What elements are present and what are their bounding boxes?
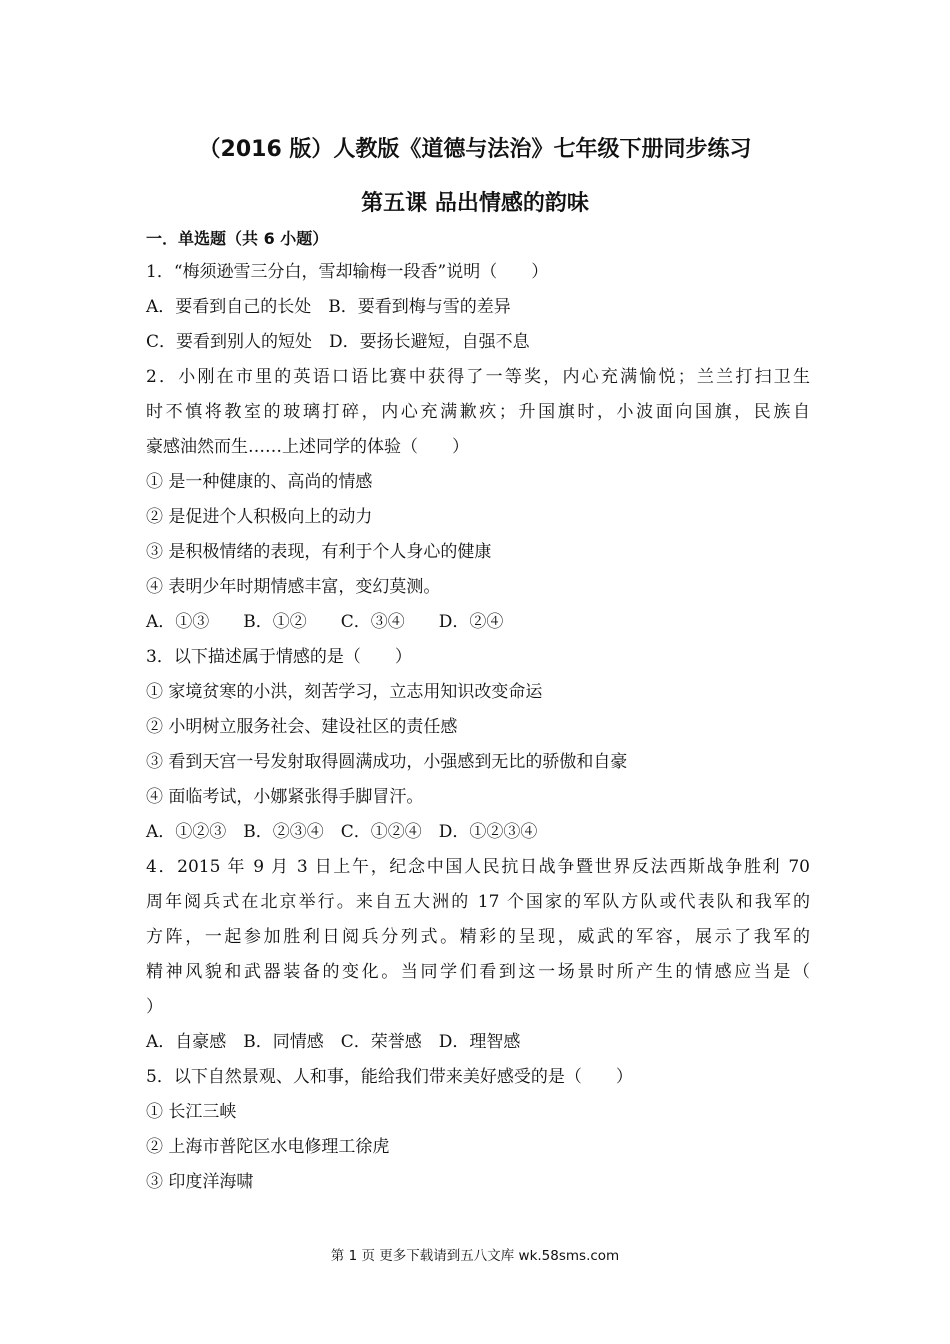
question-2-statement: ③ 是积极情绪的表现，有利于个人身心的健康 xyxy=(146,542,492,562)
question-3-statement: ① 家境贫寒的小洪，刻苦学习，立志用知识改变命运 xyxy=(146,682,543,702)
question-2-statement: ④ 表明少年时期情感丰富，变幻莫测。 xyxy=(146,577,441,597)
question-5-statement: ② 上海市普陀区水电修理工徐虎 xyxy=(146,1137,390,1157)
document-title: （2016 版）人教版《道德与法治》七年级下册同步练习 xyxy=(198,137,752,162)
question-2-stem-line: 豪感油然而生……上述同学的体验（ ） xyxy=(146,437,469,457)
question-4-stem-line: 周年阅兵式在北京举行。来自五大洲的 17 个国家的军队方队或代表队和我军的 xyxy=(146,892,810,912)
question-3-statement: ② 小明树立服务社会、建设社区的责任感 xyxy=(146,717,458,737)
question-2-stem-line: 2．小刚在市里的英语口语比赛中获得了一等奖，内心充满愉悦；兰兰打扫卫生 xyxy=(146,367,810,387)
question-4-stem-line: 方阵，一起参加胜利日阅兵分列式。精彩的呈现，威武的军容，展示了我军的 xyxy=(146,927,810,947)
question-3-statement: ④ 面临考试，小娜紧张得手脚冒汗。 xyxy=(146,787,424,807)
question-5-statement: ① 长江三峡 xyxy=(146,1102,237,1122)
question-4-stem-line: 精神风貌和武器装备的变化。当同学们看到这一场景时所产生的情感应当是（ xyxy=(146,962,810,982)
lesson-title: 第五课 品出情感的韵味 xyxy=(361,191,589,216)
question-1-options-cd: C．要看到别人的短处 D．要扬长避短，自强不息 xyxy=(146,332,530,352)
question-2-stem-line: 时不慎将教室的玻璃打碎，内心充满歉疚；升国旗时，小波面向国旗，民族自 xyxy=(146,402,810,422)
question-2-statement: ② 是促进个人积极向上的动力 xyxy=(146,507,373,527)
question-3-options: A．①②③ B．②③④ C．①②④ D．①②③④ xyxy=(146,822,538,842)
section-heading: 一．单选题（共 6 小题） xyxy=(146,229,329,248)
question-4-options: A．自豪感 B．同情感 C．荣誉感 D．理智感 xyxy=(146,1032,521,1052)
page-footer: 第 1 页 更多下载请到五八文库 wk.58sms.com xyxy=(330,1248,620,1264)
question-1-stem: 1．“梅须逊雪三分白，雪却输梅一段香”说明（ ） xyxy=(146,262,549,282)
question-4-stem-line: 4．2015 年 9 月 3 日上午，纪念中国人民抗日战争暨世界反法西斯战争胜利 70 xyxy=(146,857,810,877)
question-5-statement: ③ 印度洋海啸 xyxy=(146,1172,254,1192)
question-2-options: A．①③ B．①② C．③④ D．②④ xyxy=(146,612,504,632)
question-2-statement: ① 是一种健康的、高尚的情感 xyxy=(146,472,373,492)
question-3-statement: ③ 看到天宫一号发射取得圆满成功，小强感到无比的骄傲和自豪 xyxy=(146,752,628,772)
question-5-stem: 5．以下自然景观、人和事，能给我们带来美好感受的是（ ） xyxy=(146,1067,633,1087)
question-4-stem-line: ） xyxy=(146,997,163,1017)
question-1-options-ab: A．要看到自己的长处 B．要看到梅与雪的差异 xyxy=(146,297,511,317)
question-3-stem: 3．以下描述属于情感的是（ ） xyxy=(146,647,412,667)
question-content xyxy=(146,255,810,1200)
